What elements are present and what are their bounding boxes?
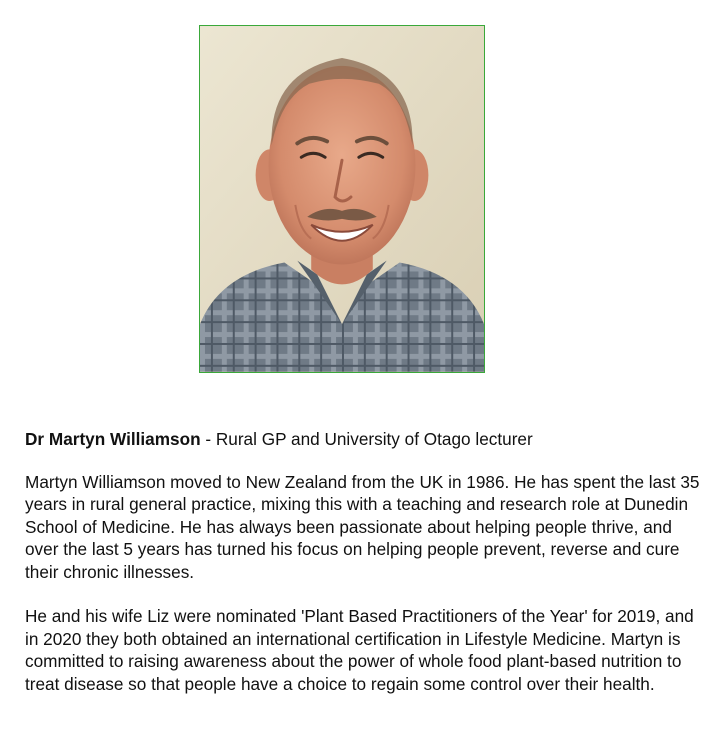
person-name: Dr Martyn Williamson xyxy=(25,429,201,449)
profile-photo xyxy=(199,25,485,373)
bio-paragraph-2: He and his wife Liz were nominated 'Plant Based Practitioners of the Year' for 2019, and in 2020 they both obtained an international certification in Lifestyle Medicine. Martyn is committed to raising awareness about the power of whole food plant-based nutrition to treat disease so that people have a choice to regain some control over their health. xyxy=(25,606,694,694)
heading-separator: - xyxy=(200,429,216,449)
person-role: Rural GP and University of Otago lecturer xyxy=(215,429,533,449)
portrait-photo-icon xyxy=(200,26,484,372)
bio-paragraph-1: Martyn Williamson moved to New Zealand from the UK in 1986. He has spent the last 35 years in rural general practice, mixing this with a teaching and research role at Dunedin School of Medicine. He has always been passionate about helping people thrive, and over the last 5 years has turned his focus on helping people prevent, reverse and cure their chronic illnesses. xyxy=(25,471,700,582)
bio-heading xyxy=(25,428,705,451)
bio-section xyxy=(25,428,705,717)
